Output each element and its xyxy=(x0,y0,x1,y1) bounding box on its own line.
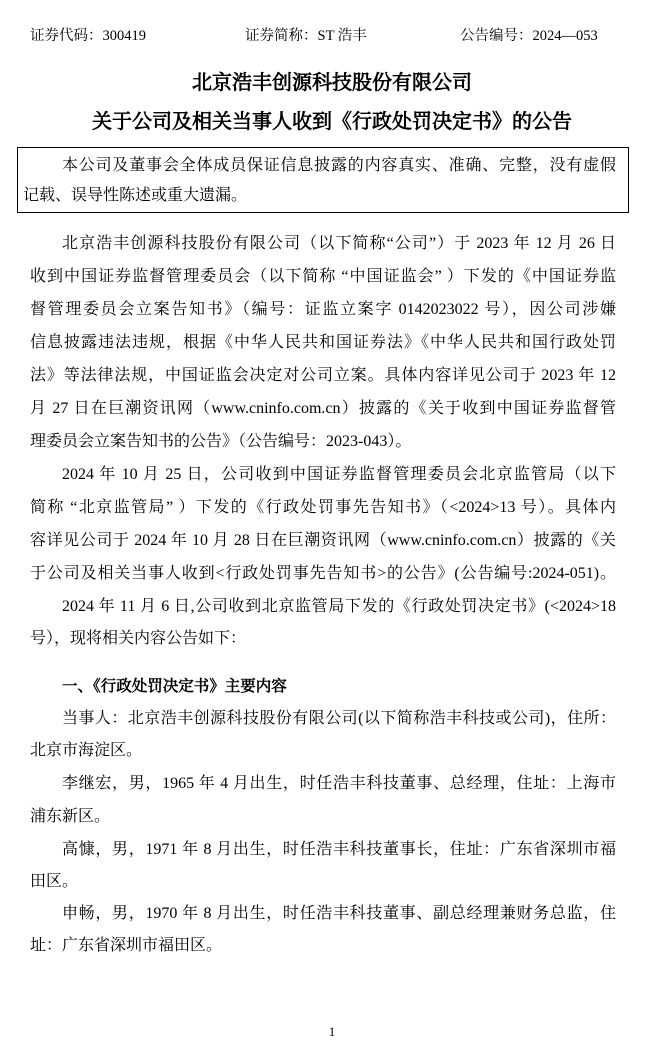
paragraph-line: 高慷，男，1971 年 8 月出生，时任浩丰科技董事长，住址：广东省深圳市福 xyxy=(62,841,616,858)
paragraph-line: 田区。 xyxy=(30,873,79,890)
paragraph-line: 信息披露违法违规，根据《中华人民共和国证券法》《中华人民共和国行政处罚 xyxy=(30,334,616,351)
paragraph-line: 申畅，男，1970 年 8 月出生，时任浩丰科技董事、副总经理兼财务总监，住 xyxy=(62,905,616,922)
company-title: 北京浩丰创源科技股份有限公司 xyxy=(192,70,472,94)
paragraph-line: 简称 “北京监管局” ）下发的《行政处罚事先告知书》（<2024>13 号）。具体内 xyxy=(30,499,616,516)
paragraph-line: 理委员会立案告知书的公告》（公告编号：2023-043）。 xyxy=(30,433,412,450)
paragraph-line: 2024 年 11 月 6 日,公司收到北京监管局下发的《行政处罚决定书》(<2024>18 xyxy=(62,598,616,615)
paragraph-line: 号），现将相关内容公告如下： xyxy=(30,630,247,647)
paragraph-line: 2024 年 10 月 25 日，公司收到中国证券监督管理委员会北京监管局（以下 xyxy=(62,466,616,483)
disclaimer-line: 记载、误导性陈述或重大遗漏。 xyxy=(23,187,248,204)
paragraph-line: 法》等法律法规，中国证监会决定对公司立案。具体内容详见公司于 2023 年 12 xyxy=(30,367,616,384)
paragraph-line: 浦东新区。 xyxy=(30,808,111,825)
paragraph-line: 当事人：北京浩丰创源科技股份有限公司(以下简称浩丰科技或公司)，住所： xyxy=(62,710,616,727)
announcement-number: 公告编号：2024—053 xyxy=(460,28,598,44)
section-heading: 一、《行政处罚决定书》主要内容 xyxy=(62,677,287,695)
announcement-title: 关于公司及相关当事人收到《行政处罚决定书》的公告 xyxy=(92,109,572,133)
paragraph-line: 李继宏，男，1965 年 4 月出生，时任浩丰科技董事、总经理，住址：上海市 xyxy=(62,775,616,792)
paragraph-line: 收到中国证券监督管理委员会（以下简称 “中国证监会” ）下发的《中国证券监 xyxy=(30,268,616,285)
paragraph-line: 北京市海淀区。 xyxy=(30,742,143,759)
disclaimer-line: 本公司及董事会全体成员保证信息披露的内容真实、准确、完整，没有虚假 xyxy=(62,157,616,174)
stock-code: 证券代码：300419 xyxy=(30,28,146,44)
stock-abbreviation: 证券简称：ST 浩丰 xyxy=(245,28,367,44)
paragraph-line: 北京浩丰创源科技股份有限公司（以下简称“公司”）于 2023 年 12 月 26 日 xyxy=(62,235,616,252)
page-number: 1 xyxy=(328,1024,336,1039)
paragraph-line: 月 27 日在巨潮资讯网（www.cninfo.com.cn）披露的《关于收到中国证券监督管 xyxy=(30,400,616,417)
paragraph-line: 于公司及相关当事人收到<行政处罚事先告知书>的公告》(公告编号:2024-051)。 xyxy=(30,565,616,582)
paragraph-line: 址：广东省深圳市福田区。 xyxy=(30,937,223,954)
paragraph-line: 督管理委员会立案告知书》（编号：证监立案字 0142023022 号），因公司涉嫌 xyxy=(30,301,616,318)
paragraph-line: 容详见公司于 2024 年 10 月 28 日在巨潮资讯网（www.cninfo.com.cn）披露的《关 xyxy=(30,532,616,549)
